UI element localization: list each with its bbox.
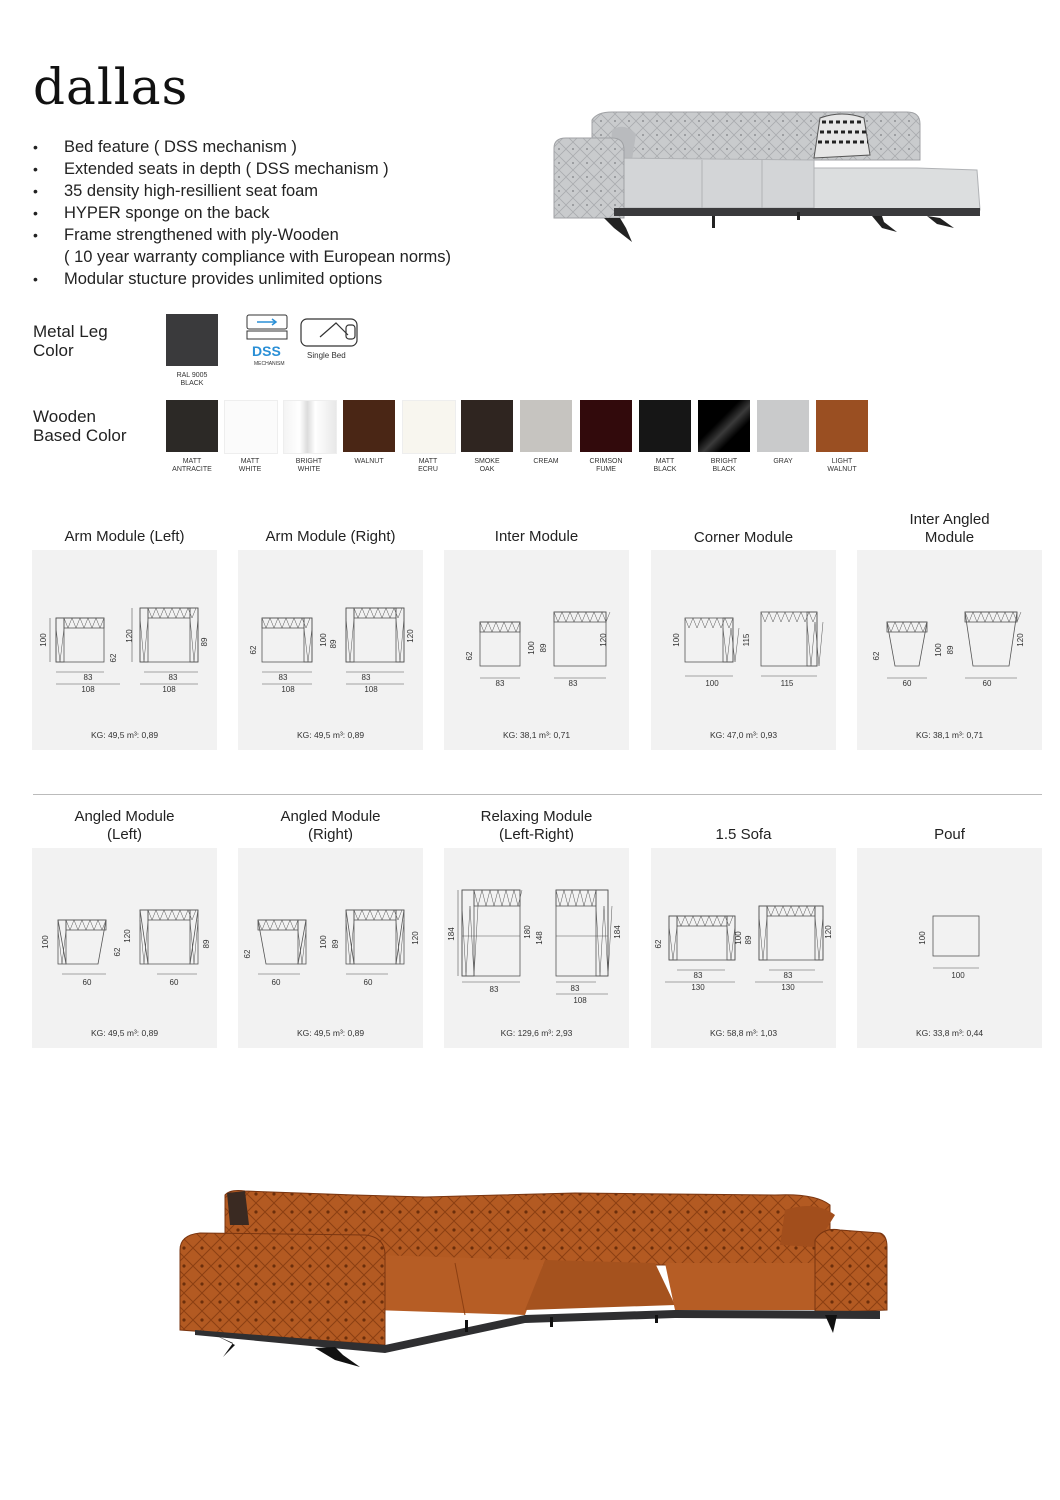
dimension-label: 83	[783, 971, 793, 980]
tufting-pattern	[262, 618, 310, 628]
diagram-outline	[148, 910, 190, 920]
diagram-outline	[685, 618, 733, 662]
feature-item: • 35 density high-resillient seat foam	[33, 182, 319, 200]
tufting-pattern	[304, 628, 312, 662]
wood-color-caption: MATT ANTRACITE	[172, 458, 212, 473]
dimension-label: 89	[744, 935, 753, 945]
wood-color-caption: CREAM	[533, 458, 559, 465]
diagram-drawing	[444, 550, 629, 750]
diagram-outline	[965, 612, 1017, 666]
dimension-label: 60	[363, 978, 373, 987]
module-title: Corner Module	[693, 529, 794, 546]
tufting-pattern	[807, 622, 823, 666]
wood-color-swatch	[757, 400, 809, 452]
diagram-outline	[815, 906, 823, 960]
diagram-outline	[56, 618, 104, 662]
dimension-label: 120	[1016, 633, 1025, 647]
dimension-label: 60	[271, 978, 281, 987]
diagram-outline	[480, 622, 520, 666]
diagram-drawing	[857, 550, 1042, 750]
module-spec: KG: 58,8 m³: 1,03	[709, 1028, 778, 1038]
dimension-label: 130	[691, 983, 705, 992]
tufting-pattern	[677, 916, 733, 926]
module-spec: KG: 49,5 m³: 0,89	[296, 730, 365, 740]
bullet: •	[33, 183, 38, 199]
module-title: 1.5 Sofa	[715, 826, 772, 843]
dimension-label: 115	[780, 679, 794, 688]
module-title: Arm Module (Left)	[64, 528, 185, 545]
dimension-label: 60	[982, 679, 992, 688]
feature-item: • Frame strengthened with ply-Wooden	[33, 226, 339, 244]
dss-badge: DSS	[252, 343, 281, 359]
dimension-label: 89	[329, 639, 338, 649]
tufting-pattern	[761, 612, 817, 622]
section-divider	[33, 794, 1042, 795]
dimension-label: 83	[693, 971, 703, 980]
dimension-label: 100	[705, 679, 719, 688]
module-title: Pouf	[934, 826, 965, 843]
diagram-drawing	[32, 550, 217, 750]
dimension-label: 120	[599, 633, 608, 647]
tufting-pattern	[723, 628, 739, 662]
tufting-pattern	[462, 906, 478, 976]
module-diagram-sofa15	[651, 848, 836, 1048]
dimension-label: 60	[82, 978, 92, 987]
bullet: •	[33, 271, 38, 287]
dimension-label: 60	[902, 679, 912, 688]
wood-color-caption: MATT WHITE	[238, 458, 262, 473]
tufting-pattern	[64, 618, 104, 628]
tufting-pattern	[965, 612, 1021, 622]
diagram-outline	[887, 622, 927, 666]
diagram-outline	[346, 608, 354, 662]
dimension-label: 83	[361, 673, 371, 682]
diagram-outline	[148, 608, 190, 618]
dimension-label: 60	[169, 978, 179, 987]
module-diagram-angled-right	[238, 848, 423, 1048]
tufting-pattern	[66, 920, 106, 930]
module-diagram-pouf	[857, 848, 1042, 1048]
dimension-label: 108	[81, 685, 95, 694]
module-diagram-relaxing	[444, 848, 629, 1048]
wood-color-caption: MATT ECRU	[418, 458, 438, 473]
dimension-label: 83	[278, 673, 288, 682]
wood-color-caption: SMOKE OAK	[474, 458, 500, 473]
tufting-pattern	[815, 916, 823, 960]
dimension-label: 108	[162, 685, 176, 694]
module-spec: KG: 33,8 m³: 0,44	[915, 1028, 984, 1038]
wood-color-swatch	[283, 400, 337, 454]
dimension-label: 100	[319, 935, 328, 949]
tufting-pattern	[474, 890, 522, 906]
dimension-label: 115	[742, 633, 751, 647]
diagram-outline	[140, 608, 148, 662]
diagram-drawing	[238, 848, 423, 1048]
gray-sofa-image	[552, 100, 982, 250]
wood-color-swatch	[224, 400, 278, 454]
wood-color-caption: BRIGHT BLACK	[710, 458, 738, 473]
diagram-drawing	[857, 848, 1042, 1048]
wood-color-swatch	[402, 400, 456, 454]
dimension-label: 184	[447, 927, 456, 941]
tufting-pattern	[148, 910, 196, 920]
module-diagram-arm-left	[32, 550, 217, 750]
bullet: •	[33, 227, 38, 243]
wood-color-swatch	[461, 400, 513, 452]
dimension-label: 100	[672, 633, 681, 647]
dimension-label: 100	[39, 633, 48, 647]
dimension-label: 100	[734, 931, 743, 945]
module-spec: KG: 129,6 m³: 2,93	[500, 1028, 573, 1038]
wood-color-caption: BRIGHT WHITE	[295, 458, 323, 473]
diagram-outline	[474, 890, 520, 906]
tufting-pattern	[669, 926, 677, 960]
tufting-pattern	[554, 612, 610, 622]
wood-color-swatch	[343, 400, 395, 452]
diagram-outline	[58, 920, 106, 964]
module-title: Inter Angled Module	[909, 511, 990, 546]
tufting-pattern	[556, 890, 596, 906]
dimension-label: 89	[202, 939, 211, 949]
wood-color-swatch	[520, 400, 572, 452]
dimension-label: 100	[918, 931, 927, 945]
module-spec: KG: 38,1 m³: 0,71	[502, 730, 571, 740]
tufting-pattern	[258, 920, 298, 930]
diagram-outline	[262, 618, 304, 628]
dimension-label: 62	[872, 651, 881, 661]
dimension-label: 89	[946, 645, 955, 655]
tufting-pattern	[148, 608, 196, 618]
tufting-pattern	[140, 618, 148, 662]
diagram-outline	[462, 890, 520, 976]
dimension-label: 120	[824, 925, 833, 939]
wood-color-caption: GRAY	[773, 458, 793, 465]
wood-color-caption: LIGHT WALNUT	[827, 458, 857, 473]
tufting-pattern	[767, 906, 815, 916]
dimension-label: 62	[113, 947, 122, 957]
dimension-label: 89	[539, 643, 548, 653]
dimension-label: 83	[83, 673, 93, 682]
module-spec: KG: 49,5 m³: 0,89	[90, 1028, 159, 1038]
tufting-pattern	[887, 622, 927, 632]
wood-color-caption: MATT BLACK	[653, 458, 677, 473]
diagram-outline	[556, 890, 608, 976]
single-bed-label: Single Bed	[307, 351, 346, 360]
module-spec: KG: 49,5 m³: 0,89	[90, 730, 159, 740]
dimension-label: 184	[613, 925, 622, 939]
diagram-outline	[596, 890, 608, 976]
tufting-pattern	[56, 628, 64, 662]
dimension-label: 83	[168, 673, 178, 682]
metal-leg-caption: RAL 9005 BLACK	[176, 372, 208, 387]
module-diagram-inter	[444, 550, 629, 750]
wood-color-caption: CRIMSON FUME	[589, 458, 623, 473]
dimension-label: 83	[568, 679, 578, 688]
wooden-color-label: Wooden Based Color	[33, 407, 127, 445]
module-diagram-angled-left	[32, 848, 217, 1048]
wood-color-swatch	[166, 400, 218, 452]
page-title: dallas	[33, 58, 189, 116]
feature-item: • Modular stucture provides unlimited options	[33, 270, 383, 288]
dimension-label: 89	[200, 637, 209, 647]
wood-color-swatch	[639, 400, 691, 452]
module-diagram-inter-angled	[857, 550, 1042, 750]
dimension-label: 120	[125, 629, 134, 643]
dimension-label: 100	[951, 971, 965, 980]
dimension-label: 100	[934, 643, 943, 657]
dimension-label: 108	[281, 685, 295, 694]
wood-color-caption: WALNUT	[354, 458, 384, 465]
feature-list	[33, 136, 451, 290]
module-spec: KG: 49,5 m³: 0,89	[296, 1028, 365, 1038]
orange-sofa-image	[175, 1185, 895, 1380]
wood-color-swatch	[698, 400, 750, 452]
feature-item: ( 10 year warranty compliance with European norms)	[64, 248, 452, 266]
diagram-drawing	[238, 550, 423, 750]
tufting-pattern	[685, 618, 733, 628]
dimension-label: 100	[527, 641, 536, 655]
diagram-outline	[462, 890, 474, 976]
dimension-label: 120	[406, 629, 415, 643]
tufting-pattern	[190, 618, 198, 662]
wood-color-swatch	[580, 400, 632, 452]
diagram-outline	[354, 608, 396, 618]
dimension-label: 130	[781, 983, 795, 992]
dimension-label: 108	[364, 685, 378, 694]
dimension-label: 62	[249, 645, 258, 655]
dss-sub: MECHANISM	[254, 361, 285, 367]
diagram-outline	[258, 920, 306, 964]
dimension-label: 62	[654, 939, 663, 949]
module-spec: KG: 38,1 m³: 0,71	[915, 730, 984, 740]
feature-item: • Extended seats in depth ( DSS mechanism )	[33, 160, 389, 178]
dimension-label: 83	[489, 985, 499, 994]
dimension-label: 120	[123, 929, 132, 943]
diagram-drawing	[651, 848, 836, 1048]
module-title: Angled Module (Right)	[280, 808, 381, 843]
dimension-label: 148	[535, 931, 544, 945]
dimension-label: 100	[319, 633, 328, 647]
module-title: Angled Module (Left)	[74, 808, 175, 843]
tufting-pattern	[354, 910, 402, 920]
tufting-pattern	[596, 906, 612, 976]
bullet: •	[33, 205, 38, 221]
dimension-label: 62	[243, 949, 252, 959]
wood-color-swatch	[816, 400, 868, 452]
dimension-label: 83	[495, 679, 505, 688]
dimension-label: 62	[465, 651, 474, 661]
dimension-label: 62	[109, 653, 118, 663]
module-title: Inter Module	[494, 528, 579, 545]
dimension-label: 83	[570, 984, 580, 993]
tufting-pattern	[396, 618, 404, 662]
feature-item: • Bed feature ( DSS mechanism )	[33, 138, 297, 156]
diagram-drawing	[651, 550, 836, 750]
tufting-pattern	[480, 622, 520, 632]
diagram-drawing	[444, 848, 629, 1048]
diagram-outline	[669, 916, 735, 960]
metal-leg-label: Metal Leg Color	[33, 322, 108, 360]
tufting-pattern	[346, 618, 354, 662]
bullet: •	[33, 139, 38, 155]
dimension-label: 100	[41, 935, 50, 949]
dimension-label: 120	[411, 931, 420, 945]
bullet: •	[33, 161, 38, 177]
diagram-outline	[933, 916, 979, 956]
module-spec: KG: 47,0 m³: 0,93	[709, 730, 778, 740]
dimension-label: 180	[523, 925, 532, 939]
module-diagram-arm-right	[238, 550, 423, 750]
diagram-drawing	[32, 848, 217, 1048]
module-title: Arm Module (Right)	[265, 528, 396, 545]
single-bed-icon	[300, 317, 360, 349]
diagram-outline	[759, 906, 767, 960]
metal-leg-swatch	[166, 314, 218, 366]
diagram-outline	[354, 910, 396, 920]
tufting-pattern	[759, 916, 767, 960]
dimension-label: 108	[573, 996, 587, 1005]
feature-item: • HYPER sponge on the back	[33, 204, 270, 222]
module-title: Relaxing Module (Left-Right)	[480, 808, 593, 843]
diagram-outline	[759, 906, 823, 960]
module-diagram-corner	[651, 550, 836, 750]
tufting-pattern	[354, 608, 402, 618]
dimension-label: 89	[331, 939, 340, 949]
